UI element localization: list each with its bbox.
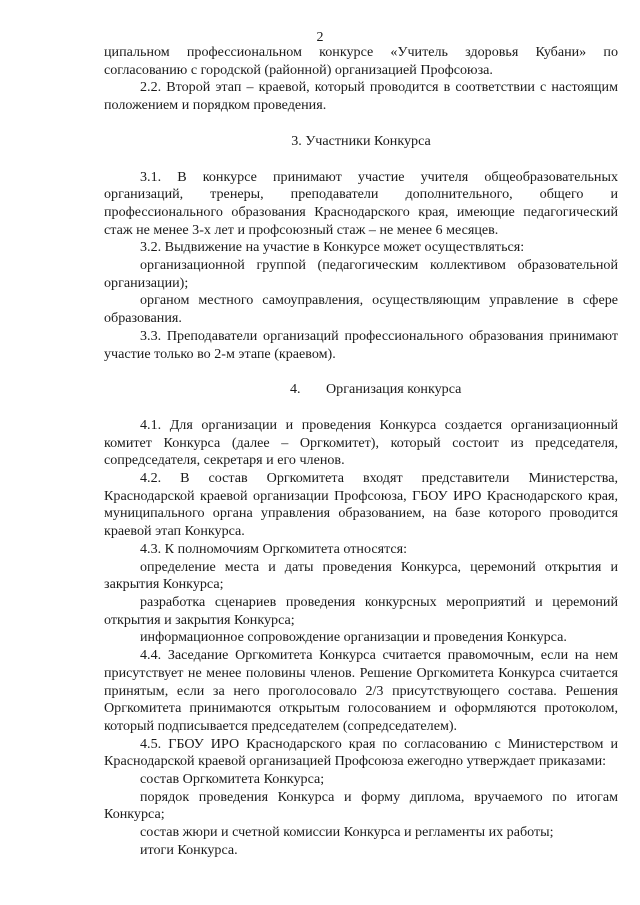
list-item: состав жюри и счетной комиссии Конкурса и регламенты их работы; [140, 824, 554, 841]
section-heading-4 [104, 381, 618, 399]
paragraph: 4.2. В состав Оргкомитета входят представители Министерства, Краснодарской краевой организации Профсоюза, ГБОУ ИРО Краснодарского края, муниципального органа управления образованием, на базе которого проводится краевой этап Конкурса. [104, 470, 618, 540]
paragraph: ципальном профессиональном конкурсе «Учитель здоровья Кубани» по согласованию с городской (районной) организацией Профсоюза. [104, 44, 618, 78]
list-item: состав Оргкомитета Конкурса; [140, 771, 325, 788]
section-number: 4. [290, 381, 301, 398]
list-item: итоги Конкурса. [140, 841, 238, 858]
paragraph: 3.2. Выдвижение на участие в Конкурсе может осуществляться: [140, 239, 525, 256]
paragraph: 4.1. Для организации и проведения Конкурса создается организационный комитет Конкурса (далее – Оргкомитет), который состоит из председателя, сопредседателя, секретаря и его членов. [104, 416, 618, 469]
list-item: разработка сценариев проведения конкурсных мероприятий и церемоний открытия и закрытия Конкурса; [104, 593, 618, 628]
paragraph: 4.3. К полномочиям Оргкомитета относятся: [140, 540, 408, 557]
paragraph: 3.1. В конкурсе принимают участие учителя общеобразовательных организаций, тренеры, преподаватели дополнительного, общего и профессионального образования Краснодарского края, имеющие педагогический стаж не менее 3-х лет и профсоюзный стаж – не менее 6 месяцев. [104, 168, 618, 238]
section-title: Организация конкурса [326, 381, 462, 398]
list-item: информационное сопровождение организации и проведения Конкурса. [140, 629, 567, 646]
list-item: организационной группой (педагогическим коллективом образовательной организации); [104, 257, 618, 291]
paragraph: 3.3. Преподаватели организаций профессионального образования принимают участие только во 2-м этапе (краевом). [104, 327, 618, 362]
paragraph: 4.5. ГБОУ ИРО Краснодарского края по согласованию с Министерством и Краснодарской краевой организацией Профсоюза ежегодно утверждает приказами: [104, 735, 618, 770]
list-item: порядок проведения Конкурса и форму диплома, вручаемого по итогам Конкурса; [104, 788, 618, 823]
section-heading-3: 3. Участники Конкурса [291, 132, 431, 149]
list-item: определение места и даты проведения Конкурса, церемоний открытия и закрытия Конкурса; [104, 558, 618, 593]
paragraph: 4.4. Заседание Оргкомитета Конкурса считается правомочным, если на нем присутствует не менее половины членов. Решение Оргкомитета Конкурса считается принятым, если за него проголосовало 2/3 присутствующего состава. Решения Оргкомитета принимаются открытым голосованием и оформляются протоколом, который подписывается председателем (сопредседателем). [104, 647, 618, 734]
document-body [104, 44, 618, 860]
page-number: 2 [316, 30, 324, 45]
list-item: органом местного самоуправления, осуществляющим управление в сфере образования. [104, 292, 618, 327]
paragraph: 2.2. Второй этап – краевой, который проводится в соответствии с настоящим положением и порядком проведения. [104, 79, 618, 114]
